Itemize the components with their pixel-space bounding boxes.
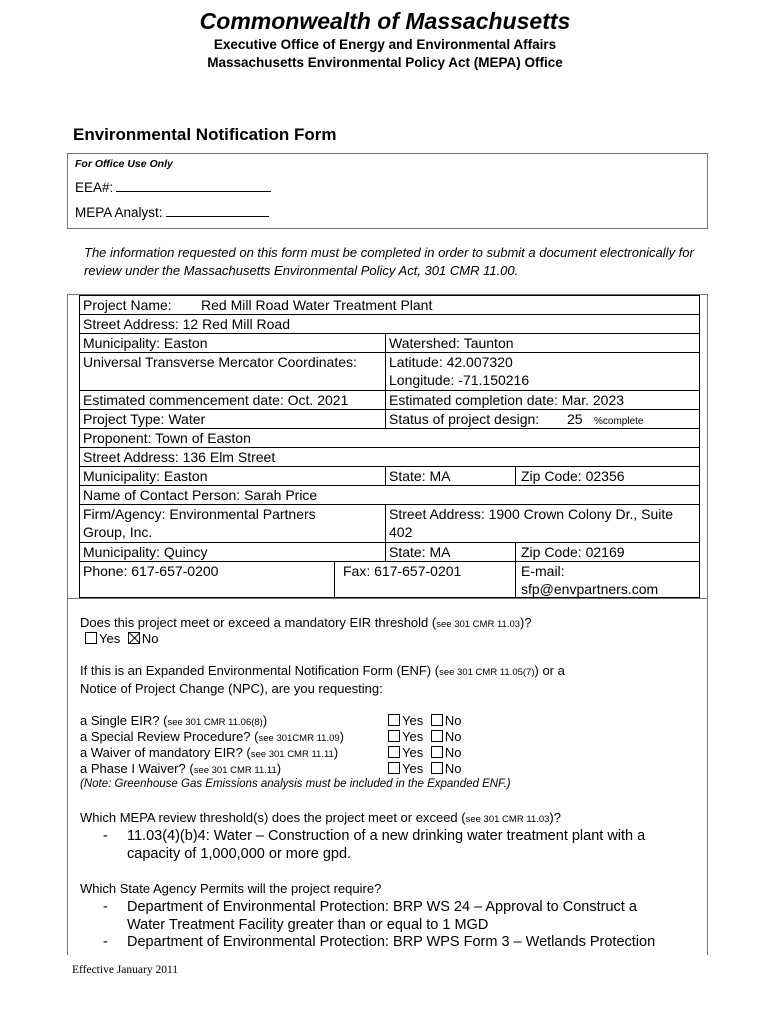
cell-firm-street	[385, 504, 700, 543]
commencement-date: Estimated commencement date: Oct. 2021	[83, 392, 349, 408]
single-eir-yes-checkbox[interactable]	[388, 714, 400, 726]
street-address: Street Address: 12 Red Mill Road	[83, 316, 290, 332]
cell-status	[385, 409, 700, 429]
permit1-line1: Department of Environmental Protection: BRP WS 24 – Approval to Construct a	[127, 899, 637, 915]
eir-question: Does this project meet or exceed a mandatory EIR threshold (see 301 CMR 11.03)?	[80, 615, 532, 630]
waiver-eir-no-checkbox[interactable]	[431, 746, 443, 758]
cell-proponent-municipality	[79, 466, 386, 486]
phase1-waiver-question: a Phase I Waiver? (see 301 CMR 11.11)	[80, 761, 282, 776]
permits-question: Which State Agency Permits will the project require?	[80, 881, 382, 896]
proponent-state: State: MA	[389, 468, 451, 484]
project-type: Project Type: Water	[83, 411, 206, 427]
special-review-answer: Yes No	[388, 729, 461, 744]
latitude: Latitude: 42.007320	[389, 354, 513, 370]
eea-line	[116, 180, 271, 192]
threshold-item-line2: capacity of 1,000,000 or more gpd.	[127, 846, 352, 862]
row-contact	[79, 485, 700, 505]
phase1-waiver-yes-checkbox[interactable]	[388, 762, 400, 774]
document-title: Commonwealth of Massachusetts	[199, 8, 571, 34]
firm-street-line1: Street Address: 1900 Crown Colony Dr., Suite	[389, 506, 674, 522]
email-label: E-mail:	[521, 563, 565, 579]
permit-item-1: - Department of Environmental Protection: BRP WS 24 – Approval to Construct a Water Treatment Facility greater than or equal to 1 MGD	[103, 899, 637, 933]
waiver-eir-yes-checkbox[interactable]	[388, 746, 400, 758]
cell-firm-state	[385, 542, 516, 562]
cell-utm	[79, 352, 386, 391]
footer-effective-date: Effective January 2011	[72, 964, 179, 976]
firm-zip: Zip Code: 02169	[521, 544, 625, 560]
row-street	[79, 314, 700, 334]
cell-firm-zip	[515, 542, 700, 562]
permit1-line2: Water Treatment Facility greater than or equal to 1 MGD	[127, 917, 489, 933]
agency-subtitle: Executive Office of Energy and Environmental Affairs	[213, 37, 557, 52]
enf-question-line1: If this is an Expanded Environmental Notification Form (ENF) (see 301 CMR 11.05(7)) or a	[80, 663, 565, 678]
project-name-value: Red Mill Road Water Treatment Plant	[201, 297, 433, 313]
firm-municipality: Municipality: Quincy	[83, 544, 208, 560]
status-unit: %complete	[594, 416, 644, 427]
permit-item-2: - Department of Environmental Protection: BRP WPS Form 3 – Wetlands Protection	[103, 933, 703, 953]
contact-person: Name of Contact Person: Sarah Price	[83, 487, 318, 503]
form-title: Environmental Notification Form	[73, 125, 337, 144]
ghg-note: (Note: Greenhouse Gas Emissions analysis must be included in the Expanded ENF.)	[80, 778, 511, 790]
questions-section	[67, 597, 708, 955]
project-name-label: Project Name:	[83, 297, 172, 313]
eea-label: EEA#:	[75, 180, 114, 195]
cell-fax	[334, 561, 516, 598]
municipality: Municipality: Easton	[83, 335, 208, 351]
project-info-table	[67, 294, 708, 599]
enf-question-line2: Notice of Project Change (NPC), are you requesting:	[80, 681, 383, 696]
status-value: 25	[567, 411, 583, 427]
threshold-item: - 11.03(4)(b)4: Water – Construction of a new drinking water treatment plant with a capacity of 1,000,000 or more gpd.	[103, 828, 646, 862]
threshold-item-line1: 11.03(4)(b)4: Water – Construction of a new drinking water treatment plant with a	[127, 828, 646, 844]
row-proponent	[79, 428, 700, 448]
cell-commencement	[79, 390, 386, 410]
analyst-line	[166, 205, 269, 217]
proponent-municipality: Municipality: Easton	[83, 468, 208, 484]
analyst-label: MEPA Analyst:	[75, 205, 163, 220]
cell-firm	[79, 504, 386, 543]
waiver-eir-answer: Yes No	[388, 745, 461, 760]
proponent-zip: Zip Code: 02356	[521, 468, 625, 484]
office-subtitle: Massachusetts Environmental Policy Act (MEPA) Office	[207, 55, 563, 70]
firm-state: State: MA	[389, 544, 451, 560]
cell-proponent-zip	[515, 466, 700, 486]
row-project-name	[79, 295, 700, 315]
status-label: Status of project design:	[389, 411, 540, 427]
cell-municipality	[79, 333, 386, 353]
eir-yes-checkbox[interactable]	[85, 632, 97, 644]
firm-line1: Firm/Agency: Environmental Partners	[83, 506, 316, 522]
analyst-field[interactable]	[75, 205, 269, 220]
intro-text: The information requested on this form must be completed in order to submit a document electronically for review under the Massachusetts Environmental Policy Act, 301 CMR 11.00.	[84, 245, 694, 278]
email-value: sfp@envpartners.com	[521, 581, 659, 597]
waiver-eir-question: a Waiver of mandatory EIR? (see 301 CMR 11.11)	[80, 745, 339, 760]
completion-date: Estimated completion date: Mar. 2023	[389, 392, 625, 408]
firm-street-line2: 402	[389, 524, 413, 540]
proponent-street: Street Address: 136 Elm Street	[83, 449, 276, 465]
eir-no-label: No	[141, 631, 159, 646]
threshold-question: Which MEPA review threshold(s) does the project meet or exceed (see 301 CMR 11.03)?	[80, 810, 561, 825]
phone: Phone: 617-657-0200	[83, 563, 219, 579]
phase1-waiver-no-checkbox[interactable]	[431, 762, 443, 774]
eir-yes-label: Yes	[99, 631, 121, 646]
single-eir-answer: Yes No	[388, 713, 461, 728]
proponent: Proponent: Town of Easton	[83, 430, 251, 446]
eir-answer	[85, 631, 158, 646]
cell-coordinates	[385, 352, 700, 391]
phase1-waiver-answer: Yes No	[388, 761, 461, 776]
watershed: Watershed: Taunton	[389, 335, 514, 351]
firm-line2: Group, Inc.	[83, 524, 153, 540]
special-review-yes-checkbox[interactable]	[388, 730, 400, 742]
eea-field[interactable]	[75, 180, 271, 195]
cell-phone	[79, 561, 335, 598]
row-proponent-street	[79, 447, 700, 467]
cell-email	[515, 561, 700, 598]
permit2-text: Department of Environmental Protection: BRP WPS Form 3 – Wetlands Protection	[127, 934, 656, 950]
special-review-no-checkbox[interactable]	[431, 730, 443, 742]
special-review-question: a Special Review Procedure? (see 301CMR 11.09)	[80, 729, 344, 744]
cell-project-type	[79, 409, 386, 429]
cell-watershed	[385, 333, 700, 353]
utm-label: Universal Transverse Mercator Coordinates:	[83, 354, 357, 370]
cell-proponent-state	[385, 466, 516, 486]
cell-firm-municipality	[79, 542, 386, 562]
cell-completion	[385, 390, 700, 410]
single-eir-no-checkbox[interactable]	[431, 714, 443, 726]
office-use-label: For Office Use Only	[75, 158, 173, 170]
eir-no-checkbox[interactable]	[128, 632, 140, 644]
fax: Fax: 617-657-0201	[343, 563, 462, 579]
office-use-box	[67, 153, 708, 229]
single-eir-question: a Single EIR? (see 301 CMR 11.06(8))	[80, 713, 268, 728]
longitude: Longitude: -71.150216	[389, 372, 530, 388]
